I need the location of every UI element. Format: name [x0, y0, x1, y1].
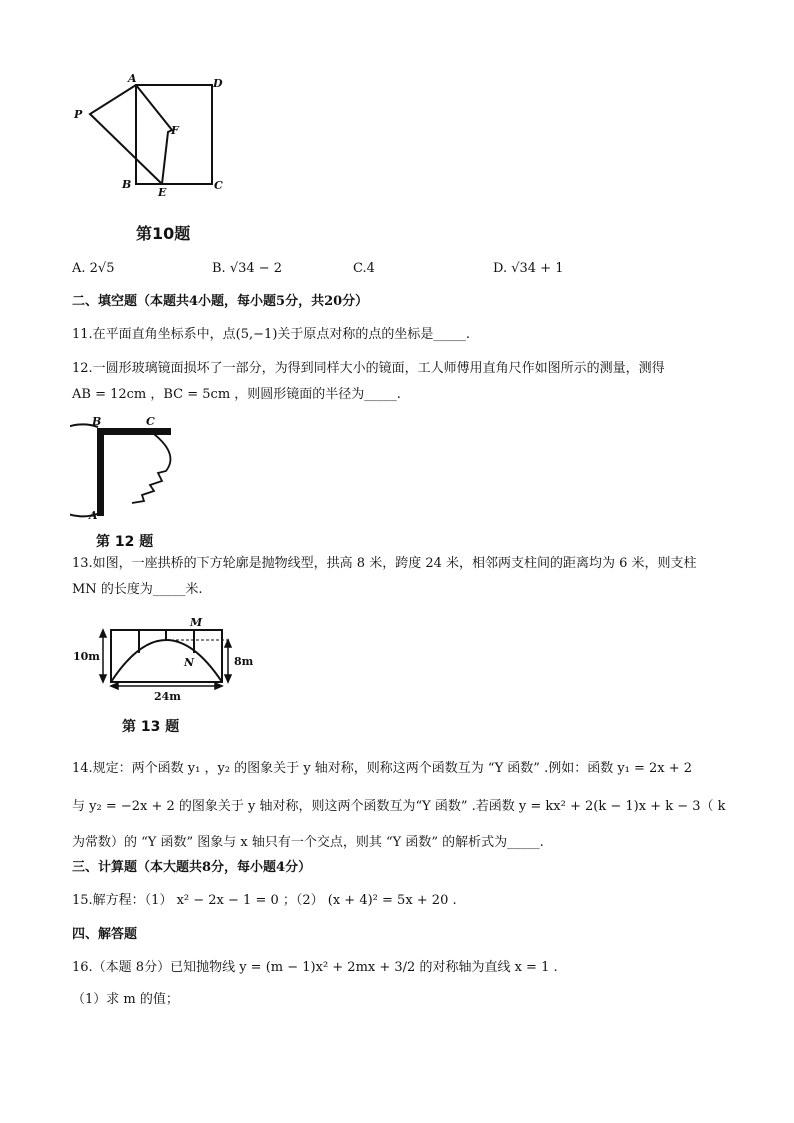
figure-12-caption: 第 12 题	[96, 534, 154, 550]
section-3-heading: 三、计算题（本大题共8分，每小题4分）	[72, 860, 312, 875]
question-14-line-3: 为常数）的 “Y 函数” 图象与 x 轴只有一个交点，则其 “Y 函数” 的解析式为_____.	[72, 835, 544, 850]
ruler-vertical	[97, 428, 104, 516]
question-12-line-1: 12.一圆形玻璃镜面损坏了一部分，为得到同样大小的镜面，工人师傅用直角尺作如图所示的测量，测得	[72, 361, 665, 376]
broken-edge	[132, 431, 170, 503]
question-16: 16.（本题 8分）已知抛物线 y = (m − 1)x² + 2mx + 3/2 的对称轴为直线 x = 1 .	[72, 960, 558, 975]
line-afe	[136, 85, 172, 184]
label-p: P	[74, 108, 83, 121]
label-b: B	[92, 415, 102, 428]
option-a: A. 2√5	[72, 261, 115, 276]
question-16-sub-1: （1）求 m 的值；	[72, 992, 179, 1007]
question-14-line-1: 14.规定：两个函数 y₁ ，y₂ 的图象关于 y 轴对称，则称这两个函数互为 “Y 函数” .例如：函数 y₁ = 2x + 2	[72, 761, 693, 776]
label-c: C	[146, 415, 155, 428]
figure-12	[70, 413, 180, 523]
question-11: 11.在平面直角坐标系中，点(5,−1)关于原点对称的点的坐标是_____.	[72, 327, 471, 342]
label-b: B	[122, 178, 132, 191]
section-4-heading: 四、解答题	[72, 927, 138, 942]
question-12-line-2: AB = 12cm ，BC = 5cm ，则圆形镜面的半径为_____.	[72, 387, 401, 402]
label-c: C	[214, 179, 223, 192]
label-f: F	[171, 124, 179, 137]
label-24m: 24m	[154, 690, 181, 703]
mirror-arc	[70, 424, 100, 516]
label-d: D	[213, 77, 223, 90]
option-b: B. √34 − 2	[212, 261, 283, 276]
triangle-ape	[90, 85, 162, 184]
figure-13-caption: 第 13 题	[122, 719, 180, 735]
ruler-horizontal	[97, 428, 171, 435]
label-e: E	[158, 186, 167, 199]
label-m: M	[190, 616, 203, 629]
label-n: N	[184, 656, 195, 669]
label-a: A	[128, 72, 137, 85]
figure-13	[70, 612, 270, 707]
figure-10-caption: 第10题	[136, 224, 191, 243]
option-c: C.4	[353, 261, 375, 276]
question-13-line-1: 13.如图，一座拱桥的下方轮廓是抛物线型，拱高 8 米，跨度 24 米，相邻两支柱间的距离均为 6 米，则支柱	[72, 556, 697, 571]
question-14-line-2: 与 y₂ = −2x + 2 的图象关于 y 轴对称，则这两个函数互为“Y 函数” .若函数 y = kx² + 2(k − 1)x + k − 3（ k	[72, 799, 726, 814]
parabola-arch	[111, 640, 222, 682]
label-10m: 10m	[73, 650, 100, 663]
question-13-line-2: MN 的长度为_____米.	[72, 582, 203, 597]
section-2-heading: 二、填空题（本题共4小题，每小题5分，共20分）	[72, 294, 369, 309]
option-d: D. √34 + 1	[493, 261, 564, 276]
figure-10	[70, 70, 240, 200]
label-a: A	[89, 509, 98, 522]
question-15: 15.解方程：（1） x² − 2x − 1 = 0 ；（2） (x + 4)² = 5x + 20 .	[72, 893, 457, 908]
label-8m: 8m	[234, 655, 254, 668]
